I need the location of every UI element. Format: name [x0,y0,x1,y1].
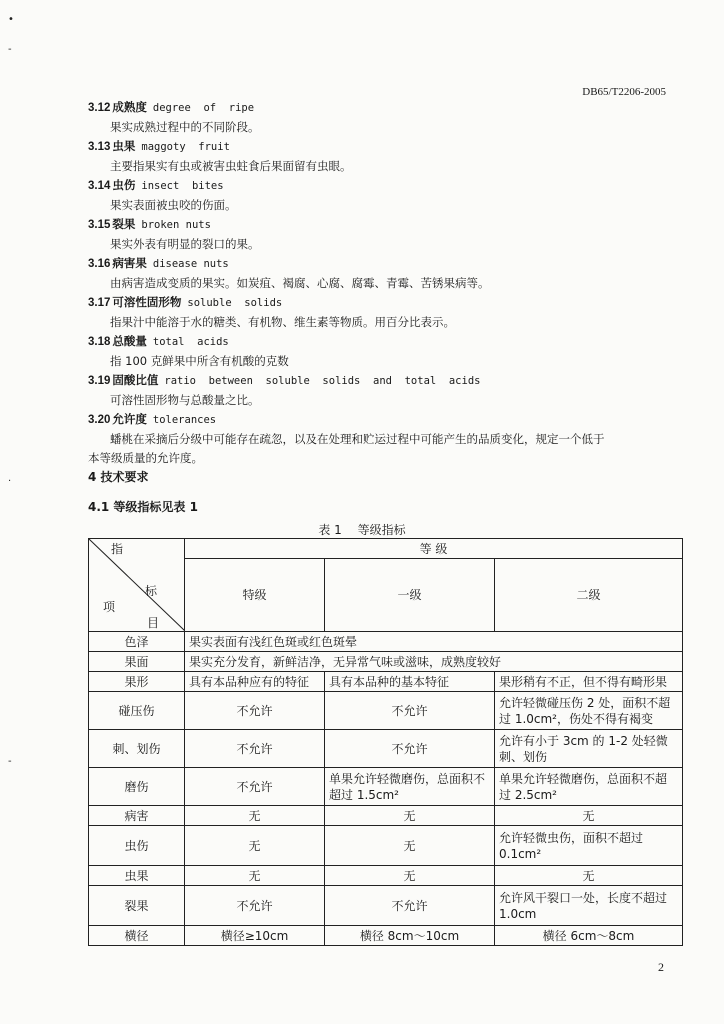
row-cell-first: 单果允许轻微磨伤，总面积不超过 1.5cm² [325,768,495,806]
row-item: 碰压伤 [89,692,185,730]
definition-item: 3.16 病害果 disease nuts 由病害造成变质的果实。如炭疽、褐腐、心腐、腐霉、青霉、苦锈果病等。 [88,256,490,290]
row-cell-first: 不允许 [325,886,495,926]
table-header-row [89,539,683,559]
row-cell-premium: 无 [185,826,325,866]
row-cell-premium: 不允许 [185,886,325,926]
definition-item: 3.14 虫伤 insect bites 果实表面被虫咬的伤面。 [88,178,237,212]
row-cell-second: 横径 6cm～8cm [495,926,683,946]
row-cell-premium: 无 [185,866,325,886]
table-caption-number: 表 1 [318,523,342,537]
definition-item: 3.17 可溶性固形物 soluble solids 指果汁中能溶于水的糖类、有机物、维生素等物质。用百分比表示。 [88,295,455,329]
row-item: 果形 [89,672,185,692]
row-cell-second: 允许风干裂口一处，长度不超过 1.0cm [495,886,683,926]
table-row [89,768,683,806]
page-number: 2 [658,960,664,974]
table-row [89,806,683,826]
table-row [89,730,683,768]
row-item: 磨伤 [89,768,185,806]
definition-item: 3.20 允许度 tolerances 蟠桃在采摘后分级中可能存在疏忽，以及在处理和贮运过程中可能产生的品质变化，规定一个低于 本等级质量的允许度。 [88,412,605,465]
row-cell-second: 允许有小于 3cm 的 1-2 处轻微刺、划伤 [495,730,683,768]
grade-header-second: 二级 [495,559,683,632]
table-corner-cell [89,539,185,632]
row-item: 虫伤 [89,826,185,866]
section-heading: 4 技术要求 [88,470,149,484]
row-cell-first: 无 [325,826,495,866]
subsection-heading: 4.1 等级指标见表 1 [88,500,198,514]
row-item: 裂果 [89,886,185,926]
table-row [89,672,683,692]
row-cell-first: 不允许 [325,730,495,768]
corner-label-top: 指 [111,542,124,556]
table-row [89,692,683,730]
row-cell-premium: 不允许 [185,692,325,730]
grade-header-first: 一级 [325,559,495,632]
row-item: 刺、划伤 [89,730,185,768]
row-cell-second: 单果允许轻微磨伤，总面积不超过 2.5cm² [495,768,683,806]
corner-label-mid: 标 [145,584,158,598]
row-cell-first: 无 [325,806,495,826]
row-cell-premium: 具有本品种应有的特征 [185,672,325,692]
table-row [89,826,683,866]
corner-diagonal [89,539,185,631]
scan-mark: · [8,476,12,487]
table-row [89,632,683,652]
table-row [89,652,683,672]
row-cell-first: 无 [325,866,495,886]
row-item: 病害 [89,806,185,826]
scan-mark: - [8,756,12,767]
definition-item: 3.18 总酸量 total acids 指 100 克鲜果中所含有机酸的克数 [88,334,289,368]
row-span-cell: 果实表面有浅红色斑或红色斑晕 [185,632,683,652]
row-cell-second: 无 [495,866,683,886]
row-cell-premium: 无 [185,806,325,826]
row-cell-first: 具有本品种的基本特征 [325,672,495,692]
row-cell-second: 允许轻微碰压伤 2 处，面积不超过 1.0cm²，伤处不得有褐变 [495,692,683,730]
standard-code: DB65/T2206-2005 [582,86,666,98]
row-item: 色泽 [89,632,185,652]
table-row [89,866,683,886]
row-cell-second: 允许轻微虫伤，面积不超过 0.1cm² [495,826,683,866]
row-cell-second: 无 [495,806,683,826]
row-cell-first: 横径 8cm～10cm [325,926,495,946]
row-cell-premium: 横径≥10cm [185,926,325,946]
row-cell-first: 不允许 [325,692,495,730]
definitions-list [88,98,678,468]
definition-item: 3.15 裂果 broken nuts 果实外表有明显的裂口的果。 [88,217,260,251]
definition-item: 3.12 成熟度 degree of ripe 果实成熟过程中的不同阶段。 [88,100,260,134]
scan-mark: • [8,14,14,25]
table-row [89,886,683,926]
corner-label-left: 项 [103,600,116,614]
grade-table [88,538,683,946]
row-cell-second: 果形稍有不正，但不得有畸形果 [495,672,683,692]
scan-mark: - [8,44,12,55]
definition-item: 3.19 固酸比值 ratio between soluble solids and total acids 可溶性固形物与总酸量之比。 [88,373,481,407]
grade-header-premium: 特级 [185,559,325,632]
row-cell-premium: 不允许 [185,768,325,806]
definition-item: 3.13 虫果 maggoty fruit 主要指果实有虫或被害虫蛀食后果面留有虫眼。 [88,139,352,173]
row-cell-premium: 不允许 [185,730,325,768]
corner-label-bottom: 目 [147,616,160,630]
row-item: 虫果 [89,866,185,886]
table-row [89,926,683,946]
row-item: 果面 [89,652,185,672]
table-caption [0,521,724,538]
row-span-cell: 果实充分发育，新鲜洁净，无异常气味或滋味，成熟度较好 [185,652,683,672]
row-item: 横径 [89,926,185,946]
table-caption-title: 等级指标 [357,523,406,537]
grade-group-header: 等 级 [185,539,683,559]
